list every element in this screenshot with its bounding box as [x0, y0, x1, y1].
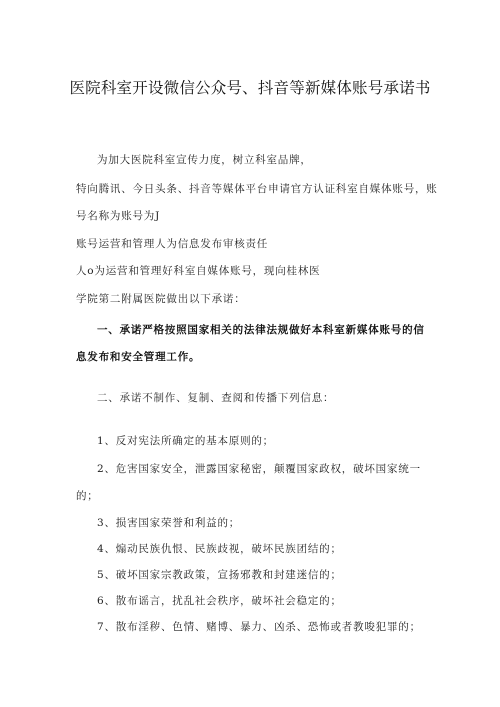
list-item: 7、散布淫秽、色情、赌博、暴力、凶杀、恐怖或者教唆犯罪的；	[97, 621, 421, 633]
commitment-heading-1: 一、承诺严格按照国家相关的法律法规做好本科室新媒体账号的信	[97, 324, 425, 336]
paragraph-line: 号名称为账号为J	[76, 210, 161, 222]
list-item: 5、破坏国家宗教政策，宣扬邪教和封建迷信的；	[97, 569, 342, 581]
list-item: 4、煽动民族仇恨、民族歧视，破坏民族团结的；	[97, 543, 342, 555]
document-title: 医院科室开设微信公众号、抖音等新媒体账号承诺书	[69, 79, 431, 97]
list-item: 3、损害国家荣誉和利益的；	[97, 517, 241, 529]
paragraph-line: 为加大医院科室宣传力度，树立科室品牌，	[97, 154, 312, 166]
commitment-heading-2: 二、承诺不制作、复制、查阅和传播下列信息：	[97, 392, 335, 404]
paragraph-line: 人o为运营和管理好科室自媒体账号，现向桂林医	[76, 265, 321, 277]
paragraph-line: 特向腾讯、今日头条、抖音等媒体平台申请官方认证科室自媒体账号，账	[76, 183, 438, 195]
paragraph-line: 学院第二附属医院做出以下承诺：	[76, 293, 246, 305]
paragraph-line: 账号运营和管理人为信息发布审核责任	[76, 238, 269, 250]
list-item: 1、反对宪法所确定的基本原则的；	[97, 435, 274, 447]
list-item: 6、散布谣言，扰乱社会秩序，破坏社会稳定的；	[97, 595, 342, 607]
list-item: 2、危害国家安全，泄露国家秘密，颠覆国家政权，破坏国家统一	[97, 463, 421, 475]
list-item-cont: 的；	[76, 490, 99, 502]
commitment-heading-1-cont: 息发布和安全管理工作。	[76, 351, 201, 363]
